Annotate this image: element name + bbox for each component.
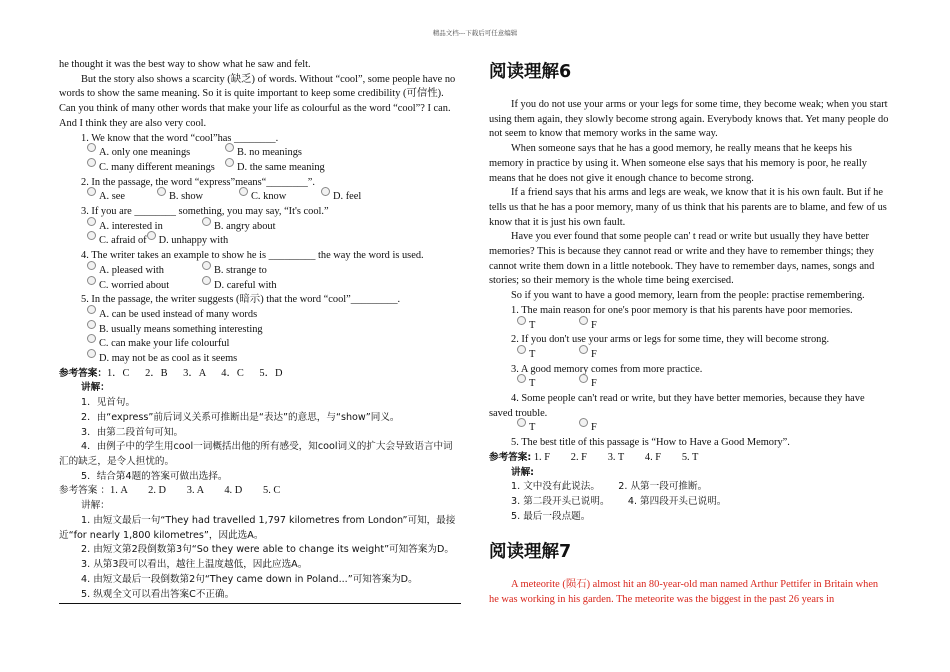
radio-button-icon[interactable] (517, 316, 526, 325)
option-3a[interactable]: A. interested in (87, 220, 202, 235)
tf-option-false[interactable]: F (579, 348, 641, 363)
tf-question-1: 1. The main reason for one's poor memory is that his parents have poor memories. (511, 304, 853, 316)
tf-option-false[interactable]: F (579, 319, 641, 334)
option-3d[interactable]: D. unhappy with (147, 234, 229, 249)
radio-button-icon[interactable] (87, 217, 96, 226)
option-5b[interactable]: B. usually means something interesting (59, 323, 461, 338)
answer-key: 1. F 2. F 3. T 4. F 5. T (533, 451, 699, 463)
options-2 (59, 190, 461, 205)
explanation-item: 1. 文中没有此说法。 2. 从第一段可推断。 (511, 481, 708, 493)
radio-button-icon[interactable] (517, 418, 526, 427)
explanation-item: 4. 由短文最后一段倒数第2句“They came down in Poland...”可知答案为D。 (81, 573, 418, 585)
option-2d[interactable]: D. feel (321, 190, 361, 205)
explanation-item: 5. 最后一段点题。 (511, 510, 591, 522)
tf-question-5: 5. The best title of this passage is “How to Have a Good Memory”. (511, 437, 790, 449)
left-column (59, 58, 461, 604)
option-1d[interactable]: D. the same meaning (225, 161, 325, 176)
option-2b[interactable]: B. show (157, 190, 239, 205)
passage-paragraph: Have you ever found that some people can' t read or write but usually they have better memories? This is because they cannot read or write and they have to remember things; they cannot write them down in a little notebook. They have to remember days, names, songs and stories; so their memory is the whole time being exercised. (489, 231, 875, 287)
radio-button-icon[interactable] (87, 143, 96, 152)
explanation-label: 讲解： (81, 382, 110, 394)
passage-paragraph: So if you want to have a good memory, learn from the people: practise remembering. (511, 290, 865, 302)
passage-paragraph: If a friend says that his arms and legs are weak, we know that it is his own fault. But if he tells us that he has a poor memory, many of us think that his parents are to blame, and few of us know that it is just his own fault. (489, 187, 887, 228)
tf-option-true[interactable]: T (517, 421, 579, 436)
explanation-item: 3. 第二段开头已说明。 4. 第四段开头已说明。 (511, 495, 727, 507)
radio-button-icon[interactable] (87, 231, 96, 240)
passage-paragraph-red: A meteorite (陨石) almost hit an 80-year-old man named Arthur Pettifer in Britain when he was working in his garden. The meteorite was the biggest in the past 26 years in (489, 579, 879, 606)
question-1: 1. We know that the word “cool”has ________. (81, 132, 279, 144)
explanation-item: 1．见首句。 (81, 397, 136, 409)
answer-key: 1. A 2. D 3. A 4. D 5. C (110, 485, 281, 497)
radio-button-icon[interactable] (225, 143, 234, 152)
question-5: 5. In the passage, the writer suggests (暗示) that the word “cool”_________. (81, 294, 401, 306)
explanation-item: 2. 由短文第2段倒数第3句“So they were able to change its weight”可知答案为D。 (81, 544, 455, 556)
section-title-6: 阅读理解6 (489, 62, 572, 82)
explanation-label: 讲解： (81, 500, 110, 512)
radio-button-icon[interactable] (239, 187, 248, 196)
answer-key-label: 参考答案 ： (59, 485, 111, 497)
section-title-7: 阅读理解7 (489, 542, 572, 563)
radio-button-icon[interactable] (579, 374, 588, 383)
question-3: 3. If you are ________ something, you may say, “It's cool.” (81, 206, 329, 218)
explanation-label: 讲解: (511, 466, 535, 478)
tf-question-2: 2. If you don't use your arms or legs for some time, they will become strong. (511, 334, 830, 346)
answer-key-label: 参考答案： (59, 367, 107, 379)
radio-button-icon[interactable] (517, 345, 526, 354)
option-4a[interactable]: A. pleased with (87, 264, 202, 279)
explanation-item: 5. 纵观全文可以看出答案C不正确。 (59, 588, 461, 604)
tf-option-true[interactable]: T (517, 348, 579, 363)
passage-paragraph: When someone says that he has a good memory, he really means that he keeps his memory in practice by using it. When someone else says that his memory is poor, he really means that he does not give it enough chance to become strong. (489, 143, 867, 184)
radio-button-icon[interactable] (147, 231, 156, 240)
radio-button-icon[interactable] (87, 334, 96, 343)
passage-paragraph: If you do not use your arms or your legs for some time, they become weak; when you start using them again, they slowly become strong again. Everybody knows that. Yet many people do not seem to know that memory works in the same way. (489, 99, 889, 140)
question-4: 4. The writer takes an example to show he is _________ the way the word is used. (81, 250, 424, 262)
tf-question-4: 4. Some people can't read or write, but they have better memories, because they have saved trouble. (489, 393, 865, 419)
answer-key-label: 参考答案: (489, 451, 532, 463)
passage-intro: he thought it was the best way to show what he saw and felt. (59, 59, 311, 70)
radio-button-icon[interactable] (225, 158, 234, 167)
explanation-item: 2．由“express”前后词义关系可推断出是“表达”的意思，与“show”同义。 (81, 411, 400, 423)
explanation-item: 5．结合第4题的答案可做出选择。 (81, 470, 228, 482)
option-5c[interactable]: C. can make your life colourful (59, 337, 461, 352)
options-1 (59, 146, 461, 161)
option-5a[interactable]: A. can be used instead of many words (59, 308, 461, 323)
radio-button-icon[interactable] (87, 187, 96, 196)
option-4c[interactable]: C. worried about (87, 279, 202, 294)
tf-question-3: 3. A good memory comes from more practice. (511, 363, 703, 375)
option-4b[interactable]: B. strange to (202, 264, 267, 279)
radio-button-icon[interactable] (202, 261, 211, 270)
radio-button-icon[interactable] (87, 158, 96, 167)
page-header: 精品文档---下载后可任意编辑 (432, 30, 518, 37)
radio-button-icon[interactable] (517, 374, 526, 383)
radio-button-icon[interactable] (202, 276, 211, 285)
radio-button-icon[interactable] (579, 345, 588, 354)
option-2a[interactable]: A. see (87, 190, 157, 205)
radio-button-icon[interactable] (202, 217, 211, 226)
radio-button-icon[interactable] (87, 320, 96, 329)
explanation-item: 1. 由短文最后一句“They had travelled 1,797 kilometres from London”可知，最接近“for nearly 1,800 kilometres”，因此选A。 (59, 514, 456, 541)
option-3c[interactable]: C. afraid of (87, 234, 147, 249)
question-2: 2. In the passage, the word “express”means“________”. (81, 176, 316, 188)
passage-paragraph: But the story also shows a scarcity (缺乏) of words. Without “cool”, some people have no words to show the same meaning. So it is quite important to keep some credibility (可信性). Can you think of many other words that make your life as colourful as the word “cool”? I can. And I think they are also very cool. (59, 73, 456, 129)
tf-option-false[interactable]: F (579, 377, 641, 392)
explanation-item: 4．由例子中的学生用cool一词概括出他的所有感受，知cool词义的扩大会导致语言中词汇的缺乏，是令人担忧的。 (59, 441, 453, 467)
radio-button-icon[interactable] (157, 187, 166, 196)
radio-button-icon[interactable] (579, 316, 588, 325)
option-1c[interactable]: C. many different meanings (87, 161, 225, 176)
tf-option-false[interactable]: F (579, 421, 641, 436)
answer-key: 1．C 2．B 3．A 4．C 5．D (106, 367, 283, 379)
radio-button-icon[interactable] (321, 187, 330, 196)
option-1a[interactable]: A. only one meanings (87, 146, 225, 161)
radio-button-icon[interactable] (87, 276, 96, 285)
option-5d[interactable]: D. may not be as cool as it seems (59, 352, 461, 367)
option-4d[interactable]: D. careful with (202, 279, 277, 294)
tf-option-true[interactable]: T (517, 319, 579, 334)
explanation-item: 3. 从第3段可以看出，越往上温度越低，因此应选A。 (81, 558, 308, 570)
radio-button-icon[interactable] (579, 418, 588, 427)
option-1b[interactable]: B. no meanings (225, 146, 302, 161)
radio-button-icon[interactable] (87, 305, 96, 314)
radio-button-icon[interactable] (87, 261, 96, 270)
tf-option-true[interactable]: T (517, 377, 579, 392)
option-3b[interactable]: B. angry about (202, 220, 275, 235)
option-2c[interactable]: C. know (239, 190, 321, 205)
right-column (489, 58, 889, 608)
radio-button-icon[interactable] (87, 349, 96, 358)
explanation-item: 3．由第二段首句可知。 (81, 426, 184, 438)
